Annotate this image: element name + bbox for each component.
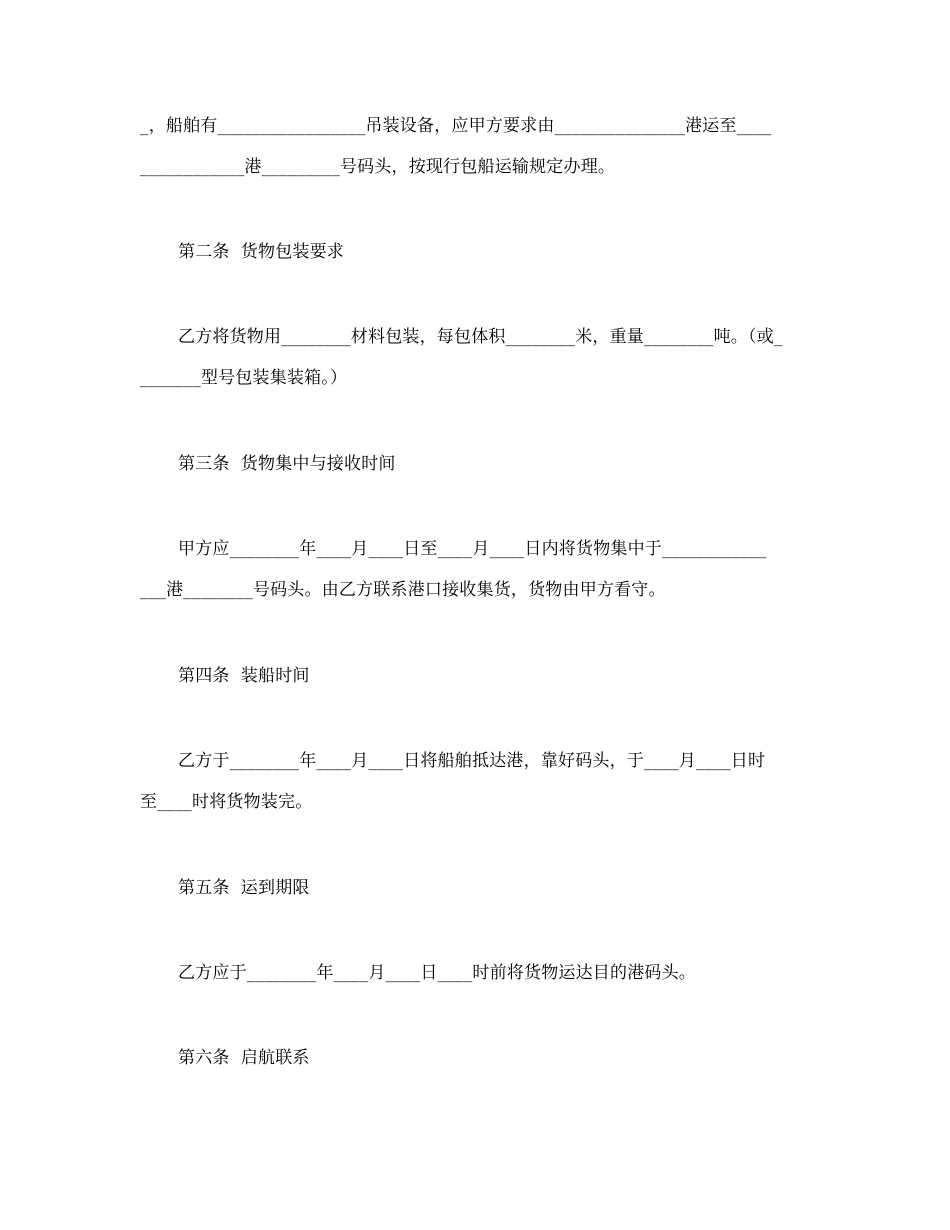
clause-two-text-line-2: _______型号包装集装箱。） — [140, 368, 348, 388]
clause-three-text-line-2: ___港________号码头。由乙方联系港口接收集货，货物由甲方看守。 — [140, 580, 666, 600]
clause-five-heading: 第五条 运到期限 — [178, 878, 310, 898]
clause-four-text-line-2: 至____时将货物装完。 — [140, 792, 313, 812]
clause-three-text-line-1: 甲方应________年____月____日至____月____日内将货物集中于____________ — [178, 539, 767, 559]
clause-one-text-line-1: _，船舶有_________________吊装设备，应甲方要求由_______________港运至____ — [140, 116, 772, 136]
clause-six-heading: 第六条 启航联系 — [178, 1048, 310, 1068]
clause-two-text-line-1: 乙方将货物用________材料包装，每包体积________米，重量________吨。（或_ — [178, 327, 783, 347]
clause-one-text-line-2: ____________港_________号码头，按现行包船运输规定办理。 — [140, 157, 616, 177]
clause-five-text-line-1: 乙方应于________年____月____日____时前将货物运达目的港码头。 — [178, 963, 696, 983]
clause-three-heading: 第三条 货物集中与接收时间 — [178, 454, 396, 474]
clause-four-heading: 第四条 装船时间 — [178, 666, 310, 686]
clause-four-text-line-1: 乙方于________年____月____日将船舶抵达港，靠好码头，于____月____日时 — [178, 751, 766, 771]
clause-two-heading: 第二条 货物包装要求 — [178, 242, 345, 262]
